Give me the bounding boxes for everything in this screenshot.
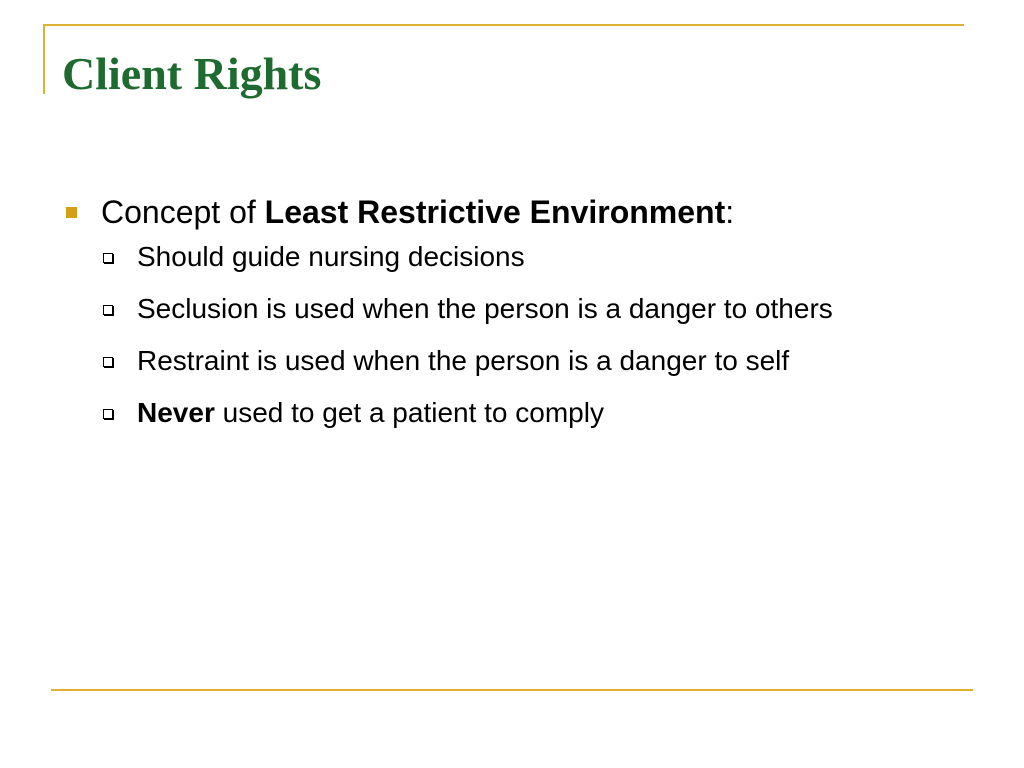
main-bullet-item bbox=[62, 190, 962, 234]
slide-title: Client Rights bbox=[62, 48, 322, 99]
sub-bullet-text: Seclusion is used when the person is a danger to others bbox=[137, 293, 833, 324]
sub-bullet-item bbox=[137, 238, 962, 276]
sub-bullet-bold: Never bbox=[137, 397, 215, 428]
top-rule bbox=[43, 24, 964, 26]
hollow-square-bullet-icon bbox=[103, 253, 113, 263]
left-rule bbox=[43, 24, 45, 94]
hollow-square-bullet-icon bbox=[103, 357, 113, 367]
sub-bullet-item bbox=[137, 342, 962, 380]
sub-bullet-item bbox=[137, 290, 962, 328]
main-bullet-prefix: Concept of bbox=[101, 194, 265, 230]
sub-bullet-text: used to get a patient to comply bbox=[214, 397, 604, 428]
hollow-square-bullet-icon bbox=[103, 409, 113, 419]
sub-bullet-list bbox=[62, 238, 962, 432]
sub-bullet-text: Restraint is used when the person is a danger to self bbox=[137, 345, 790, 376]
main-bullet-bold: Least Restrictive Environment bbox=[264, 194, 726, 230]
sub-bullet-text: Should guide nursing decisions bbox=[137, 241, 525, 272]
main-bullet-suffix: : bbox=[725, 194, 735, 230]
bottom-rule bbox=[51, 689, 973, 691]
sub-bullet-item bbox=[137, 394, 962, 432]
hollow-square-bullet-icon bbox=[103, 305, 113, 315]
slide-body bbox=[62, 190, 962, 446]
square-bullet-icon bbox=[66, 207, 77, 218]
